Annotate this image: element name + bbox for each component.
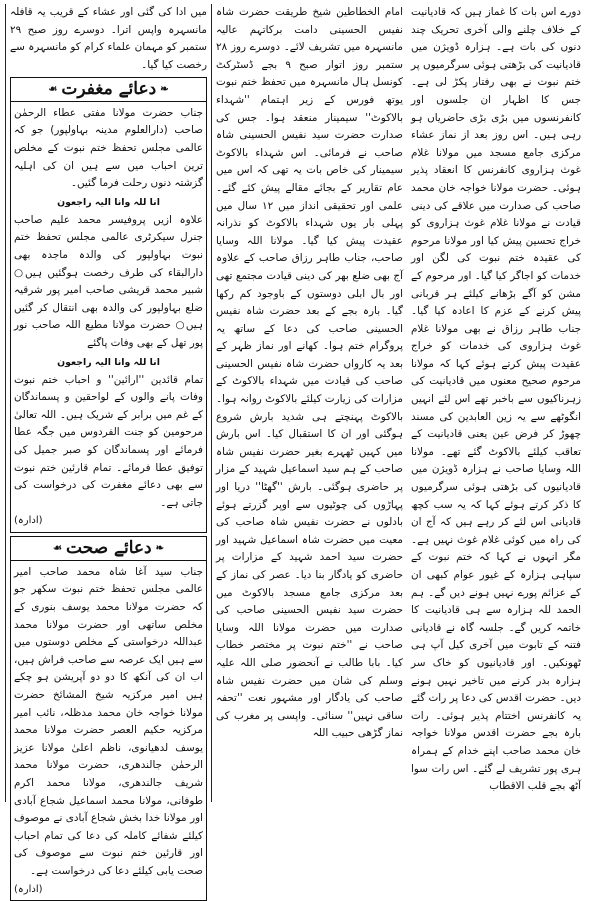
obituary-box: [10, 77, 207, 533]
condolence-verse: انا للہ وانا الیہ راجعون: [57, 356, 160, 368]
health-prayer-title: ❧دعائے صحت☙: [11, 537, 206, 561]
health-prayer-box: [10, 536, 207, 900]
editorial-credit: (ادارہ): [14, 515, 43, 527]
ornament-icon: ☙: [48, 83, 58, 95]
condolence-verse: انا للہ وانا الیہ راجعون: [57, 196, 160, 208]
article-body-text: امام الخطاطین شیخ طریقت حضرت شاہ نفیس الحسینی دامت برکاتہم عالیہ مانسہرہ میں تشریف لائے۔ دوسرے روز ۲۸ ستمبر روز اتوار صبح ۹ بجے ڈسٹرکٹ کونسل ہال مانسہرہ میں تحفظ ختم نبوت یوتھ فورس کے زیر اہتمام ''شہداء بالاکوٹ'' سیمینار منعقد ہوا۔ جس کی صدارت حضرت سید نفیس الحسینی شاہ صاحب نے فرمائی۔ اس شہداء بالاکوٹ سیمینار کی خاص بات یہ تھی کہ اس میں عام تقاریر کے بجائے مقالے پیش کئے گئے۔ علمی اور تحقیقی انداز میں ۱۲ سال میں پہلی بار یوں شہداء بالاکوٹ کو نذرانہ عقیدت پیش کیا گیا۔ مولانا اللہ وسایا صاحب، جناب طاہر رزاق صاحب کے علاوہ آج بھی ضلع بھر کی دینی قیادت مجتمع تھی اور بال ابلی دوستوں کے باوجود کم رکھا گیا۔ بارہ بجے کے بعد حضرت شاہ نفیس الحسینی صاحب کی دعا کے ساتھ یہ پروگرام ختم ہوا۔ کھانے اور نماز ظہر کے بعد یہ کارواں حضرت شاہ نفیس الحسینی صاحب کی قیادت میں شہداء بالاکوٹ کے مزارات کی زیارت کیلئے بالاکوٹ روانہ ہوا۔ بالاکوٹ پہنچتے ہی شدید بارش شروع ہوگئی اور ان کا استقبال کیا۔ اس بارش میں کہیں ٹھہرے بغیر حضرت نفیس شاہ صاحب کے ہم سید اسماعیل شہید کے مزار پر حاضری ہوگئی۔ بارش ''گھٹا'' دریا اور پہاڑوں کی چوٹیوں سے اوپر گزرتے ہوئے بادلوں نے حضرت نفیس شاہ صاحب کی معیت میں حضرت شاہ اسماعیل شہید اور حضرت سید احمد شہید کے مزارات پر حاضری کو یادگار بنا دیا۔ عصر کی نماز کے بعد مرکزی جامع مسجد بالاکوٹ میں حضرت سید نفیس الحسینی صاحب کی صدارت میں حضرت مولانا اللہ وسایا صاحب نے ''ختم نبوت پر مختصر خطاب کیا۔ بابا طالب نے آنحضور صلی اللہ علیہ وسلم کی شان میں حضرت نفیس شاہ صاحب کی یادگار اور مشہور نعت ''تحفہ ساقی نہیں'' سنائی۔ واپسی پر مغرب کی نماز گڑھی حبیب اللہ: [216, 6, 404, 740]
article-continuation-text: دورے اس بات کا غماز ہیں کہ قادیانیت کے خلاف چلنے والی آخری تحریک چند دنوں کی بات ہے۔ ہزارہ ڈویژن میں قادیانیت کی بڑھتی ہوئی سرگرمیوں پر ختم نبوت نے بھی رفتار پکڑ لی ہے۔ جس کا اظہار ان جلسوں اور کانفرنسوں میں بڑی بڑی حاضریاں ہو رہی ہیں۔ اس روز بعد از نماز عشاء مرکزی جامع مسجد میں مولانا غلام غوث ہزاروی کانفرنس کا انعقاد پذیر ہوئی۔ حضرت مولانا خواجہ خان محمد صاحب کی صدارت میں علاقے کی دینی قیادت نے مولانا غلام غوث ہزاروی کو خراج تحسین پیش کیا اور مولانا مرحوم کی عقیدہ ختم نبوت کی لگن اور خدمات کو اجاگر کیا گیا۔ اور مرحوم کے مشن کو آگے بڑھانے کیلئے ہر قربانی پیش کرنے کے عزم کا اعادہ کیا گیا۔ جناب طاہر رزاق نے بھی مولانا غلام غوث ہزاروی کی خدمات کو خراج عقیدت پیش کرتے ہوئے کہا کہ مولانا مرحوم صحیح معنوں میں قادیانیت کی زہرناکیوں سے باخبر تھے اس لئے انہیں انگوٹھے سے یہ زین العابدین کی مسند چھوڑ کر فرض عین یعنی قادیانیت کے تعاقب کیلئے بالاکوٹ گئے تھے۔ مولانا اللہ وسایا صاحب نے ہزارہ ڈویژن میں قادیانیوں کی بڑھتی ہوئی سرگرمیوں کا ذکر کرتے ہوئے کہا کہ یہ سب کچھ قادیانی اس لئے کر رہے ہیں کہ آج ان کی راہ میں کوئی غلام غوث نہیں ہے۔ مگر انہوں نے کہا کہ ختم نبوت کے سپاہی ہزارہ کے غیور عوام کبھی ان کے عزائم پورے نہیں ہونے دیں گے۔ ہم الحمد للہ ہزارہ سے ہی قادیانیت کا خاتمہ کریں گے۔ جلسہ گاہ نے قادیانی فتنہ کے تابوت میں آخری کیل آپ ہی ٹھونکیں۔ اور قادیانیوں کو خاک سر ہزارہ بدر کرنے میں تاخیر نہیں ہونے دیں۔ حضرت اقدس کی دعا پر رات گئے یہ کانفرنس اختتام پذیر ہوئی۔ رات بارہ بجے حضرت اقدس مولانا خواجہ خان محمد صاحب اپنے خدام کے ہمراہ ہری پور تشریف لے گئے۔ اس رات سوا آٹھ بجے قلب الاقطاب: [411, 6, 581, 793]
ornament-icon: ❧: [155, 542, 164, 554]
editorial-credit: (ادارہ): [14, 883, 43, 895]
column-right: [407, 4, 585, 802]
obituary-paragraph-1: جناب حضرت مولانا مفتی عطاء الرحمٰن صاحب (دارالعلوم مدینہ بہاولپور) جو کہ عالمی مجلس تحفظ ختم نبوت کے مخلص ترین احباب میں سے ہیں ان کی اہلیہ گزشتہ دنوں رحلت فرما گئیں۔: [14, 106, 203, 190]
ornament-icon: ❧: [160, 83, 169, 95]
ornament-icon: ☙: [53, 542, 62, 554]
health-prayer-paragraph: جناب سید آغا شاہ محمد صاحب امیر عالمی مجلس تحفظ ختم نبوت سکھر جو کہ حضرت مولانا محمد یوسف بنوری کے مخلص ساتھی اور حضرت مولانا محمد عبداللہ درخواستی کے مخلص دوستوں میں سے ہیں ایک عرصہ سے صاحب فراش ہیں، اب ان کی آنکھ کا دو دو آپریشن ہو چکے ہیں امیر مرکزیہ شیخ المشائخ حضرت مولانا خواجہ خان محمد مدظلہ، نائب امیر مرکزیہ حکیم العصر حضرت مولانا محمد یوسف لدھیانوی، ناظم اعلیٰ مولانا عزیز الرحمٰن جالندھری، حضرت مولانا محمد شریف جالندھری، مولانا محمد اکرم طوفانی، مولانا محمد اسماعیل شجاع آبادی اور مولانا خدا بخش شجاع آبادی نے موصوف کیلئے شفائے کاملہ کی دعا کی تمام احباب اور قارئین ختم نبوت سے موصوف کی صحت یابی کیلئے دعا کی درخواست ہے۔: [14, 565, 203, 877]
column-container: [5, 4, 585, 895]
article-ending-text: میں ادا کی گئی اور عشاء کے قریب یہ قافلہ مانسہرہ واپس اترا۔ دوسرے روز صبح ۲۹ ستمبر کو مہمان علماء کرام کو مانسہرہ سے رخصت کیا گیا۔: [10, 6, 207, 71]
obituary-title: ❧دعائے مغفرت☙: [11, 78, 206, 102]
column-left: [5, 4, 211, 895]
obituary-paragraph-2: علاوہ ازیں پروفیسر محمد علیم صاحب جنرل سیکرٹری عالمی مجلس تحفظ ختم نبوت بہاولپور کی والدہ ماجدہ بھی دارالبقاء کی طرف رخصت ہوگئیں ہیں○ شبیر محمد قریشی صاحب امیر پور شرقیہ ضلع بہاولپور کی والدہ بھی انتقال کر گئیں ہیں○ حضرت مولانا مطیع اللہ صاحب نور پور تھل کے بھی وفات پاگئے: [14, 213, 203, 349]
column-middle: [211, 4, 407, 802]
obituary-paragraph-3: تمام قائدین ''ارائین'' و احباب ختم نبوت وفات پانے والوں کے لواحقین و پسماندگان کے غم میں برابر کے شریک ہیں۔ اللہ تعالیٰ مرحومین کو جنت الفردوس میں جگہ عطا فرمائے اور پسماندگان کو صبر جمیل کی توفیق عطا فرمائے۔ تمام قارئین ختم نبوت سے بھی دعائے مغفرت کی درخواست کی جاتی ہے۔: [14, 373, 203, 509]
